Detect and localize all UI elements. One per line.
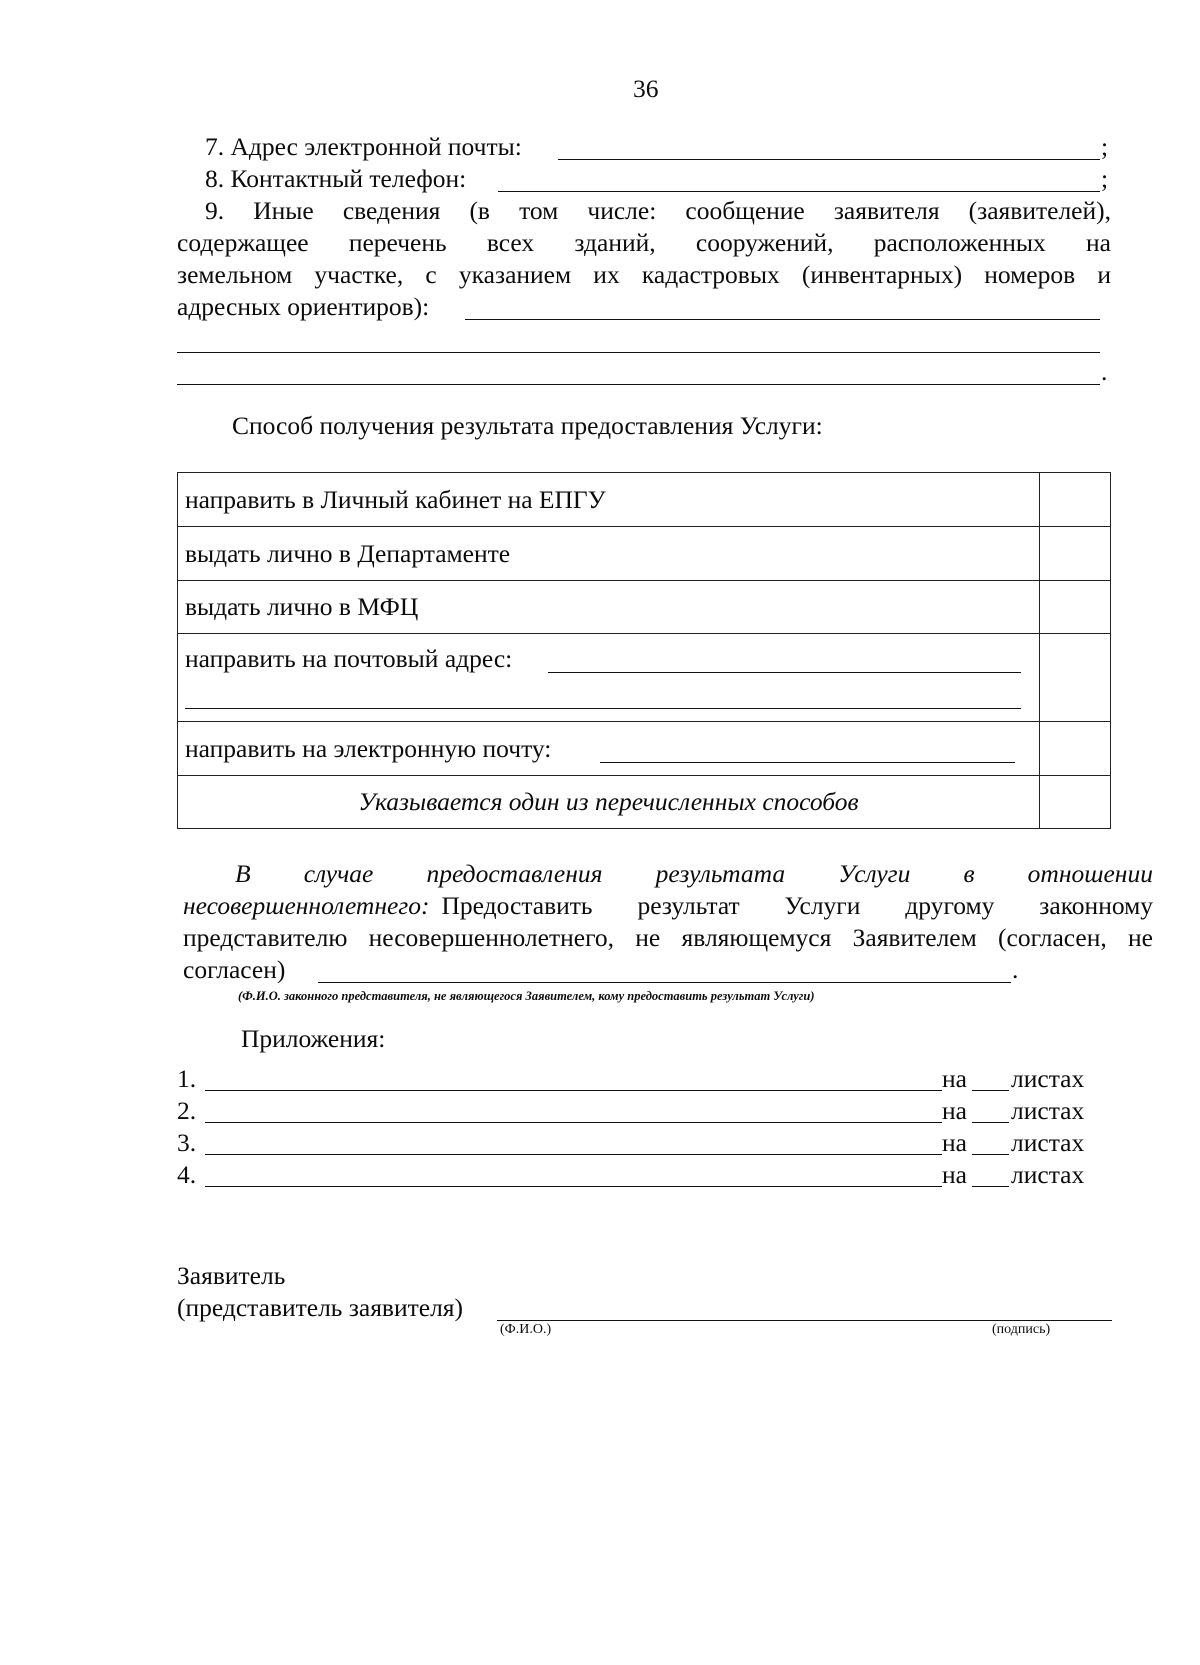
postal-address-field-2[interactable] [185, 708, 1021, 709]
attachment-sheets: листах [1011, 1064, 1085, 1093]
other-info-field-1[interactable] [465, 319, 1100, 320]
email-delivery-field[interactable] [600, 762, 1015, 763]
other-info-line3: земельном участке, с указанием их кадастровых (инвентарных) номеров и [177, 260, 1111, 289]
minor-line2 [183, 890, 1153, 922]
delivery-note: Указывается один из перечисленных способов [178, 776, 1040, 829]
delivery-option-label: направить на электронную почту: [185, 733, 552, 763]
page-number: 36 [633, 74, 659, 103]
attachment-row [177, 1063, 1097, 1095]
attachment-na: на [942, 1064, 967, 1093]
phone-label: 8. Контактный телефон: [205, 164, 467, 193]
minor-line4: согласен) [183, 955, 286, 984]
minor-word: В [235, 859, 251, 888]
applicant-representative-label: (представитель заявителя) [177, 1293, 464, 1322]
minor-word: Услуги [838, 859, 911, 888]
attachment-name-field[interactable] [205, 1186, 942, 1187]
minor-word: случае [303, 859, 374, 888]
delivery-option-row [178, 473, 1111, 527]
delivery-note-box [1040, 776, 1111, 829]
attachment-number: 3. [177, 1128, 197, 1157]
legal-representative-field[interactable] [318, 982, 1011, 983]
attachment-na: на [942, 1128, 967, 1157]
phone-field[interactable] [498, 191, 1100, 192]
email-end: ; [1101, 132, 1109, 161]
fio-caption: (Ф.И.О.) [500, 1322, 552, 1337]
other-info-end: . [1101, 357, 1108, 386]
delivery-option-cell [178, 634, 1040, 722]
other-info-line4: адресных ориентиров): [177, 292, 430, 321]
attachment-name-field[interactable] [205, 1154, 942, 1155]
delivery-option-checkbox[interactable] [1040, 722, 1111, 776]
attachment-sheets-field[interactable] [972, 1186, 1009, 1187]
minor-line1 [235, 858, 1153, 890]
attachment-na: на [942, 1096, 967, 1125]
minor-line2-rest: Предоставить результат Услуги другому законному [441, 891, 1153, 920]
delivery-option-row [178, 527, 1111, 581]
delivery-option-label: выдать лично в Департаменте [178, 527, 1040, 581]
minor-word: результата [655, 859, 786, 888]
phone-end: ; [1101, 164, 1109, 193]
attachment-na: на [942, 1160, 967, 1189]
email-field[interactable] [558, 159, 1100, 160]
attachment-sheets: листах [1011, 1128, 1085, 1157]
minor-word: в [963, 859, 975, 888]
attachment-number: 1. [177, 1064, 197, 1093]
minor-line2-italic: несовершеннолетнего: [183, 891, 430, 920]
attachment-number: 2. [177, 1096, 197, 1125]
delivery-option-checkbox[interactable] [1040, 527, 1111, 581]
attachment-row [177, 1095, 1097, 1127]
minor-line4-end: . [1012, 955, 1019, 984]
delivery-heading: Способ получения результата предоставления Услуги: [232, 411, 823, 440]
legal-representative-caption: (Ф.И.О. законного представителя, не являющегося Заявителем, кому предоставить результат Услуги) [238, 989, 815, 1003]
delivery-option-row [178, 722, 1111, 776]
other-info-field-2[interactable] [177, 352, 1100, 353]
postal-address-field-1[interactable] [548, 672, 1021, 673]
attachment-row [177, 1159, 1097, 1191]
delivery-option-label: направить на почтовый адрес: [185, 644, 513, 673]
delivery-option-row [178, 634, 1111, 722]
applicant-label: Заявитель [177, 1261, 286, 1290]
attachment-sheets-field[interactable] [972, 1122, 1009, 1123]
delivery-option-row [178, 581, 1111, 634]
other-info-line2: содержащее перечень всех зданий, сооружений, расположенных на [177, 228, 1111, 257]
delivery-option-checkbox[interactable] [1040, 473, 1111, 527]
minor-word: отношении [1027, 859, 1153, 888]
delivery-note-row [178, 776, 1111, 829]
delivery-option-checkbox[interactable] [1040, 634, 1111, 722]
attachment-sheets-field[interactable] [972, 1090, 1009, 1091]
delivery-option-label: выдать лично в МФЦ [178, 581, 1040, 634]
attachments-heading: Приложения: [241, 1024, 386, 1053]
other-info-field-3[interactable] [177, 384, 1100, 385]
email-label: 7. Адрес электронной почты: [205, 132, 522, 161]
attachment-number: 4. [177, 1160, 197, 1189]
signature-caption: (подпись) [992, 1322, 1051, 1337]
other-info-line1: 9. Иные сведения (в том числе: сообщение заявителя (заявителей), [205, 196, 1111, 225]
delivery-option-checkbox[interactable] [1040, 581, 1111, 634]
attachment-sheets-field[interactable] [972, 1154, 1009, 1155]
delivery-option-label: направить в Личный кабинет на ЕПГУ [178, 473, 1040, 527]
delivery-option-cell [178, 722, 1040, 776]
minor-line3: представителю несовершеннолетнего, не являющемуся Заявителем (согласен, не [183, 923, 1153, 952]
attachment-sheets: листах [1011, 1096, 1085, 1125]
attachment-name-field[interactable] [205, 1122, 942, 1123]
minor-word: предоставления [426, 859, 603, 888]
applicant-signature-field[interactable] [497, 1320, 1112, 1321]
attachment-row [177, 1127, 1097, 1159]
delivery-options-table [177, 472, 1111, 829]
attachment-sheets: листах [1011, 1160, 1085, 1189]
attachment-name-field[interactable] [205, 1090, 942, 1091]
